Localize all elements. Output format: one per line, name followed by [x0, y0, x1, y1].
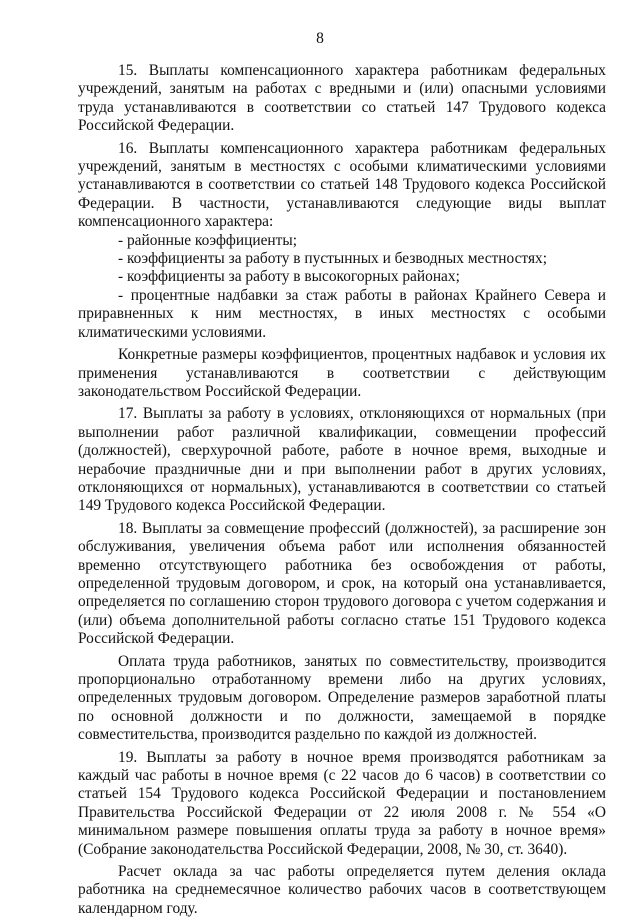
paragraph-17: 17. Выплаты за работу в условиях, отклоняющихся от нормальных (при выполнении работ различной квалификации, совмещении профессий (должностей), сверхурочной работе, работе в ночное время, выходные и нерабочие праздничные дни и при выполнении работ в других условиях, отклоняющихся от нормальных), устанавливаются в соответствии со статьей 149 Трудового кодекса Российской Федерации.: [78, 405, 606, 515]
paragraph-16: 16. Выплаты компенсационного характера работникам федеральных учреждений, занятым в местностях с особыми климатическими условиями устанавливаются в соответствии со статьей 148 Трудового кодекса Российской Федерации. В частности, устанавливаются следующие виды выплат компенсационного характера:: [78, 139, 606, 231]
paragraph-15: 15. Выплаты компенсационного характера работникам федеральных учреждений, занятым на работах с вредными и (или) опасными условиями труда устанавливаются в соответствии со статьей 147 Трудового кодекса Российской Федерации.: [78, 62, 606, 135]
paragraph-hourly-rate: Расчет оклада за час работы определяется путем деления оклада работника на среднемесячное количество рабочих часов в соответствующем календарном году.: [78, 863, 606, 917]
paragraph-specific-sizes: Конкретные размеры коэффициентов, процентных надбавок и условия их применения устанавливаются в соответствии с действующим законодательством Российской Федерации.: [78, 346, 606, 400]
list-item-highland-coefficients: - коэффициенты за работу в высокогорных районах;: [118, 268, 460, 286]
document-body: [78, 62, 606, 918]
paragraph-19: 19. Выплаты за работу в ночное время производятся работникам за каждый час работы в ночное время (с 22 часов до 6 часов) в соответствии со статьей 154 Трудового кодекса Российской Федерации и постановлением Правительства Российской Федерации от 22 июля 2008 г. № 554 «О минимальном размере повышения оплаты труда за работу в ночное время» (Собрание законодательства Российской Федерации, 2008, № 30, ст. 3640).: [78, 748, 606, 858]
list-item-desert-coefficients: - коэффициенты за работу в пустынных и безводных местностях;: [118, 250, 547, 268]
paragraph-part-time: Оплата труда работников, занятых по совместительству, производится пропорционально отработанному времени либо на других условиях, определенных трудовым договором. Определение размеров заработной платы по основной должности и по должности, замещаемой в порядке совместительства, производится раздельно по каждой из должностей.: [78, 652, 606, 744]
page-number: 8: [316, 30, 324, 47]
list-item-north-allowances: - процентные надбавки за стаж работы в районах Крайнего Севера и приравненных к ним местностях, в иных местностях с особыми климатическими условиями.: [78, 286, 606, 341]
list-item-district-coefficients: - районные коэффициенты;: [118, 231, 297, 249]
paragraph-18: 18. Выплаты за совмещение профессий (должностей), за расширение зон обслуживания, увеличения объема работ или исполнения обязанностей временно отсутствующего работника без освобождения от работы, определенной трудовым договором, и срок, на который она устанавливается, определяется по соглашению сторон трудового договора с учетом содержания и (или) объема дополнительной работы согласно статье 151 Трудового кодекса Российской Федерации.: [78, 519, 606, 648]
